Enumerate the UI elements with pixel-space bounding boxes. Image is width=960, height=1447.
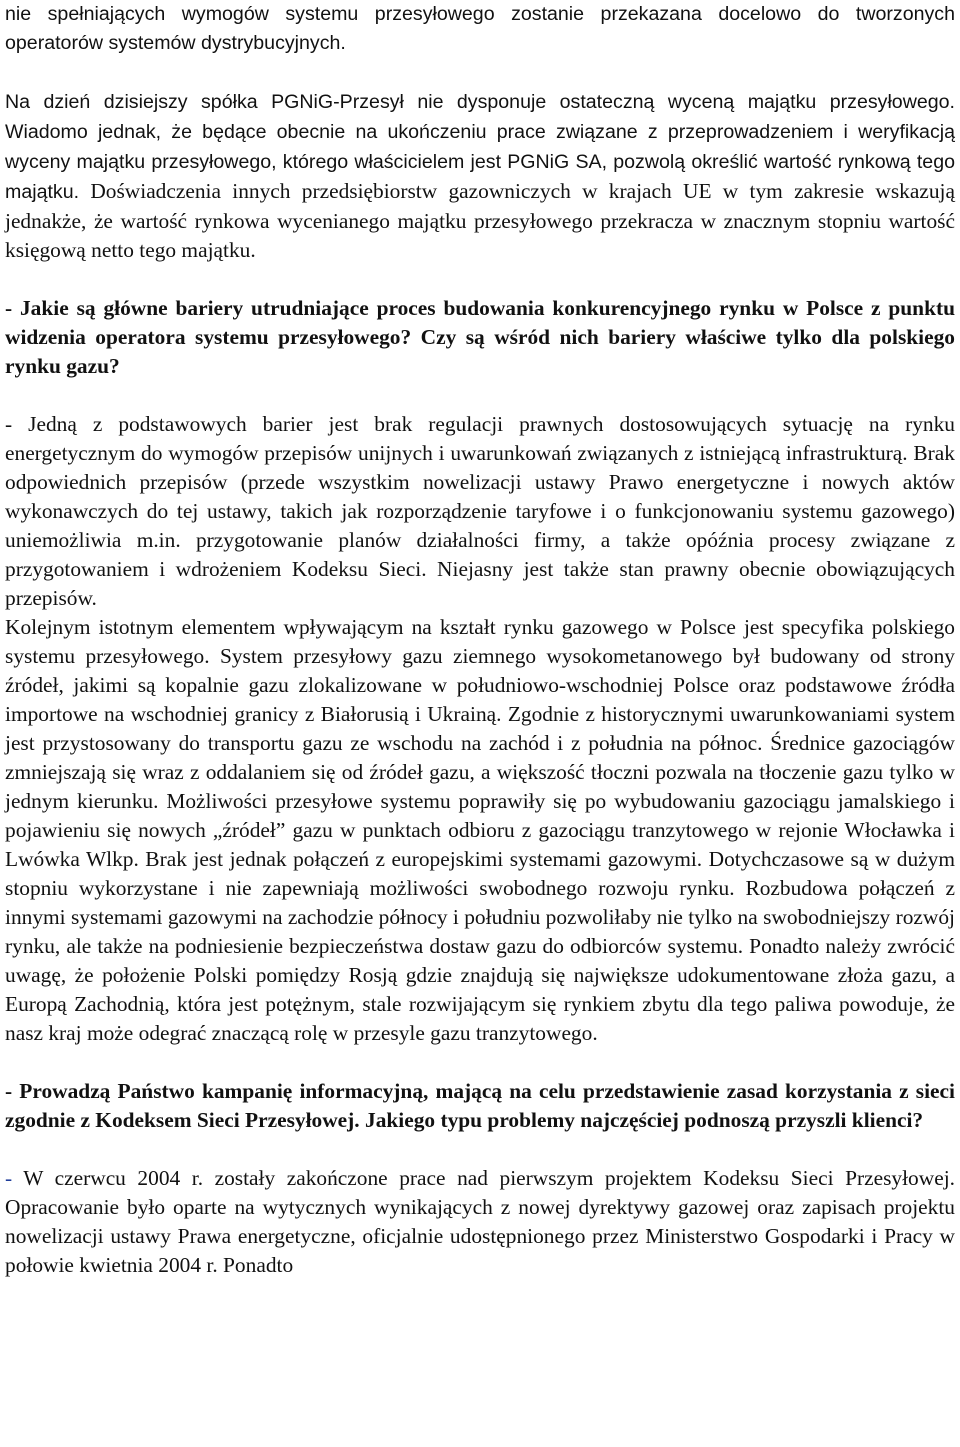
answer-barriers-paragraph-2: Kolejnym istotnym elementem wpływającym na kształt rynku gazowego w Polsce jest specyfika polskiego systemu przesyłowego. System przesyłowy gazu ziemnego wysokometanowego był budowany od strony źródeł, jakimi są kopalnie gazu zlokalizowane w południowo-wschodniej Polsce oraz podstawowe źródła importowe na wschodniej granicy z Białorusią i Ukrainą. Zgodnie z historycznymi uwarunkowaniami system jest przystosowany do transportu gazu ze wschodu na zachód i z południa na północ. Średnice gazociągów zmniejszają się wraz z oddalaniem się od źródeł gazu, a większość tłoczni pozwala na tłoczenie gazu tylko w jednym kierunku. Możliwości przesyłowe systemu poprawiły się po wybudowaniu gazociągu jamalskiego i pojawieniu się nowych „źródeł” gazu w punktach odbioru z gazociągu tranzytowego w rejonie Włocławka i Lwówka Wlkp. Brak jest jednak połączeń z europejskimi systemami gazowymi. Dotychczasowe są w dużym stopniu wykorzystane i nie zapewniają możliwości swobodnego rozwoju rynku. Rozbudowa połączeń z innymi systemami gazowymi na zachodzie północy i południu pozwoliłaby nie tylko na swobodniejszy rozwój rynku, ale także na podniesienie bezpieczeństwa dostaw gazu do odbiorców systemu. Ponadto należy zwrócić uwagę, że położenie Polski pomiędzy Rosją gdzie znajdują się największe udokumentowane złoża gazu, a Europą Zachodnią, która jest potężnym, stale rozwijającym się rynkiem zbytu dla tego paliwa powoduje, że nasz kraj może odegrać znaczącą rolę w przesyle gazu tranzytowego. bbox=[5, 615, 955, 1045]
interview-question-barriers: - Jakie są główne bariery utrudniające proces budowania konkurencyjnego rynku w Polsce z punktu widzenia operatora systemu przesyłowego? Czy są wśród nich bariery właściwe tylko dla polskiego rynku gazu? bbox=[5, 296, 955, 378]
paragraph-spacer bbox=[5, 58, 955, 87]
answer-campaign-paragraph bbox=[5, 1164, 955, 1280]
paragraph-spacer bbox=[5, 1135, 955, 1164]
paragraph-spacer bbox=[5, 1048, 955, 1077]
answer-campaign-text: W czerwcu 2004 r. zostały zakończone prace nad pierwszym projektem Kodeksu Sieci Przesyłowej. Opracowanie było oparte na wytycznych wynikających z nowej dyrektywy gazowej oraz zapisach projektu nowelizacji ustawy Prawa energetyczne, oficjalnie udostępnionego przez Ministerstwo Gospodarki i Pracy w połowie kwietnia 2004 r. Ponadto bbox=[5, 1166, 955, 1277]
paragraph-valuation-sans-part: Na dzień dzisiejszy spółka PGNiG-Przesył nie dysponuje ostateczną wyceną majątku przesyłowego. Wiadomo jednak, że będące obecnie na ukończeniu prace związane z przeprowadzeniem i weryfikacją wyceny majątku przesyłowego, którego właścicielem jest PGNiG SA, pozwolą określić wartość rynkową tego majątku. bbox=[5, 91, 955, 203]
paragraph-spacer bbox=[5, 265, 955, 294]
document-page bbox=[5, 0, 955, 1280]
paragraph-spacer bbox=[5, 381, 955, 410]
paragraph-continuation: nie spełniających wymogów systemu przesyłowego zostanie przekazana docelowo do tworzonych operatorów systemów dystrybucyjnych. bbox=[5, 3, 955, 54]
answer-dash: - bbox=[5, 1166, 13, 1190]
interview-question-campaign: - Prowadzą Państwo kampanię informacyjną, mającą na celu przedstawienie zasad korzystania z sieci zgodnie z Kodeksem Sieci Przesyłowej. Jakiego typu problemy najczęściej podnoszą przyszli klienci? bbox=[5, 1079, 955, 1132]
paragraph-valuation-serif-part: Doświadczenia innych przedsiębiorstw gazowniczych w krajach UE w tym zakresie wskazują jednakże, że wartość rynkowa wycenianego majątku przesyłowego przekracza w znacznym stopniu wartość księgową netto tego majątku. bbox=[5, 179, 955, 262]
answer-barriers-paragraph-1: - Jedną z podstawowych barier jest brak regulacji prawnych dostosowujących sytuację na rynku energetycznym do wymogów przepisów unijnych i uwarunkowań związanych z istniejącą infrastrukturą. Brak odpowiednich przepisów (przede wszystkim nowelizacji ustawy Prawo energetyczne i nowych aktów wykonawczych do tej ustawy, takich jak rozporządzenie taryfowe i o funkcjonowaniu systemu gazowego) uniemożliwia m.in. przygotowanie planów działalności firmy, a także opóźnia procesy związane z przygotowaniem i wdrożeniem Kodeksu Sieci. Niejasny jest także stan prawny obecnie obowiązujących przepisów. bbox=[5, 412, 955, 610]
paragraph-valuation bbox=[5, 87, 955, 265]
